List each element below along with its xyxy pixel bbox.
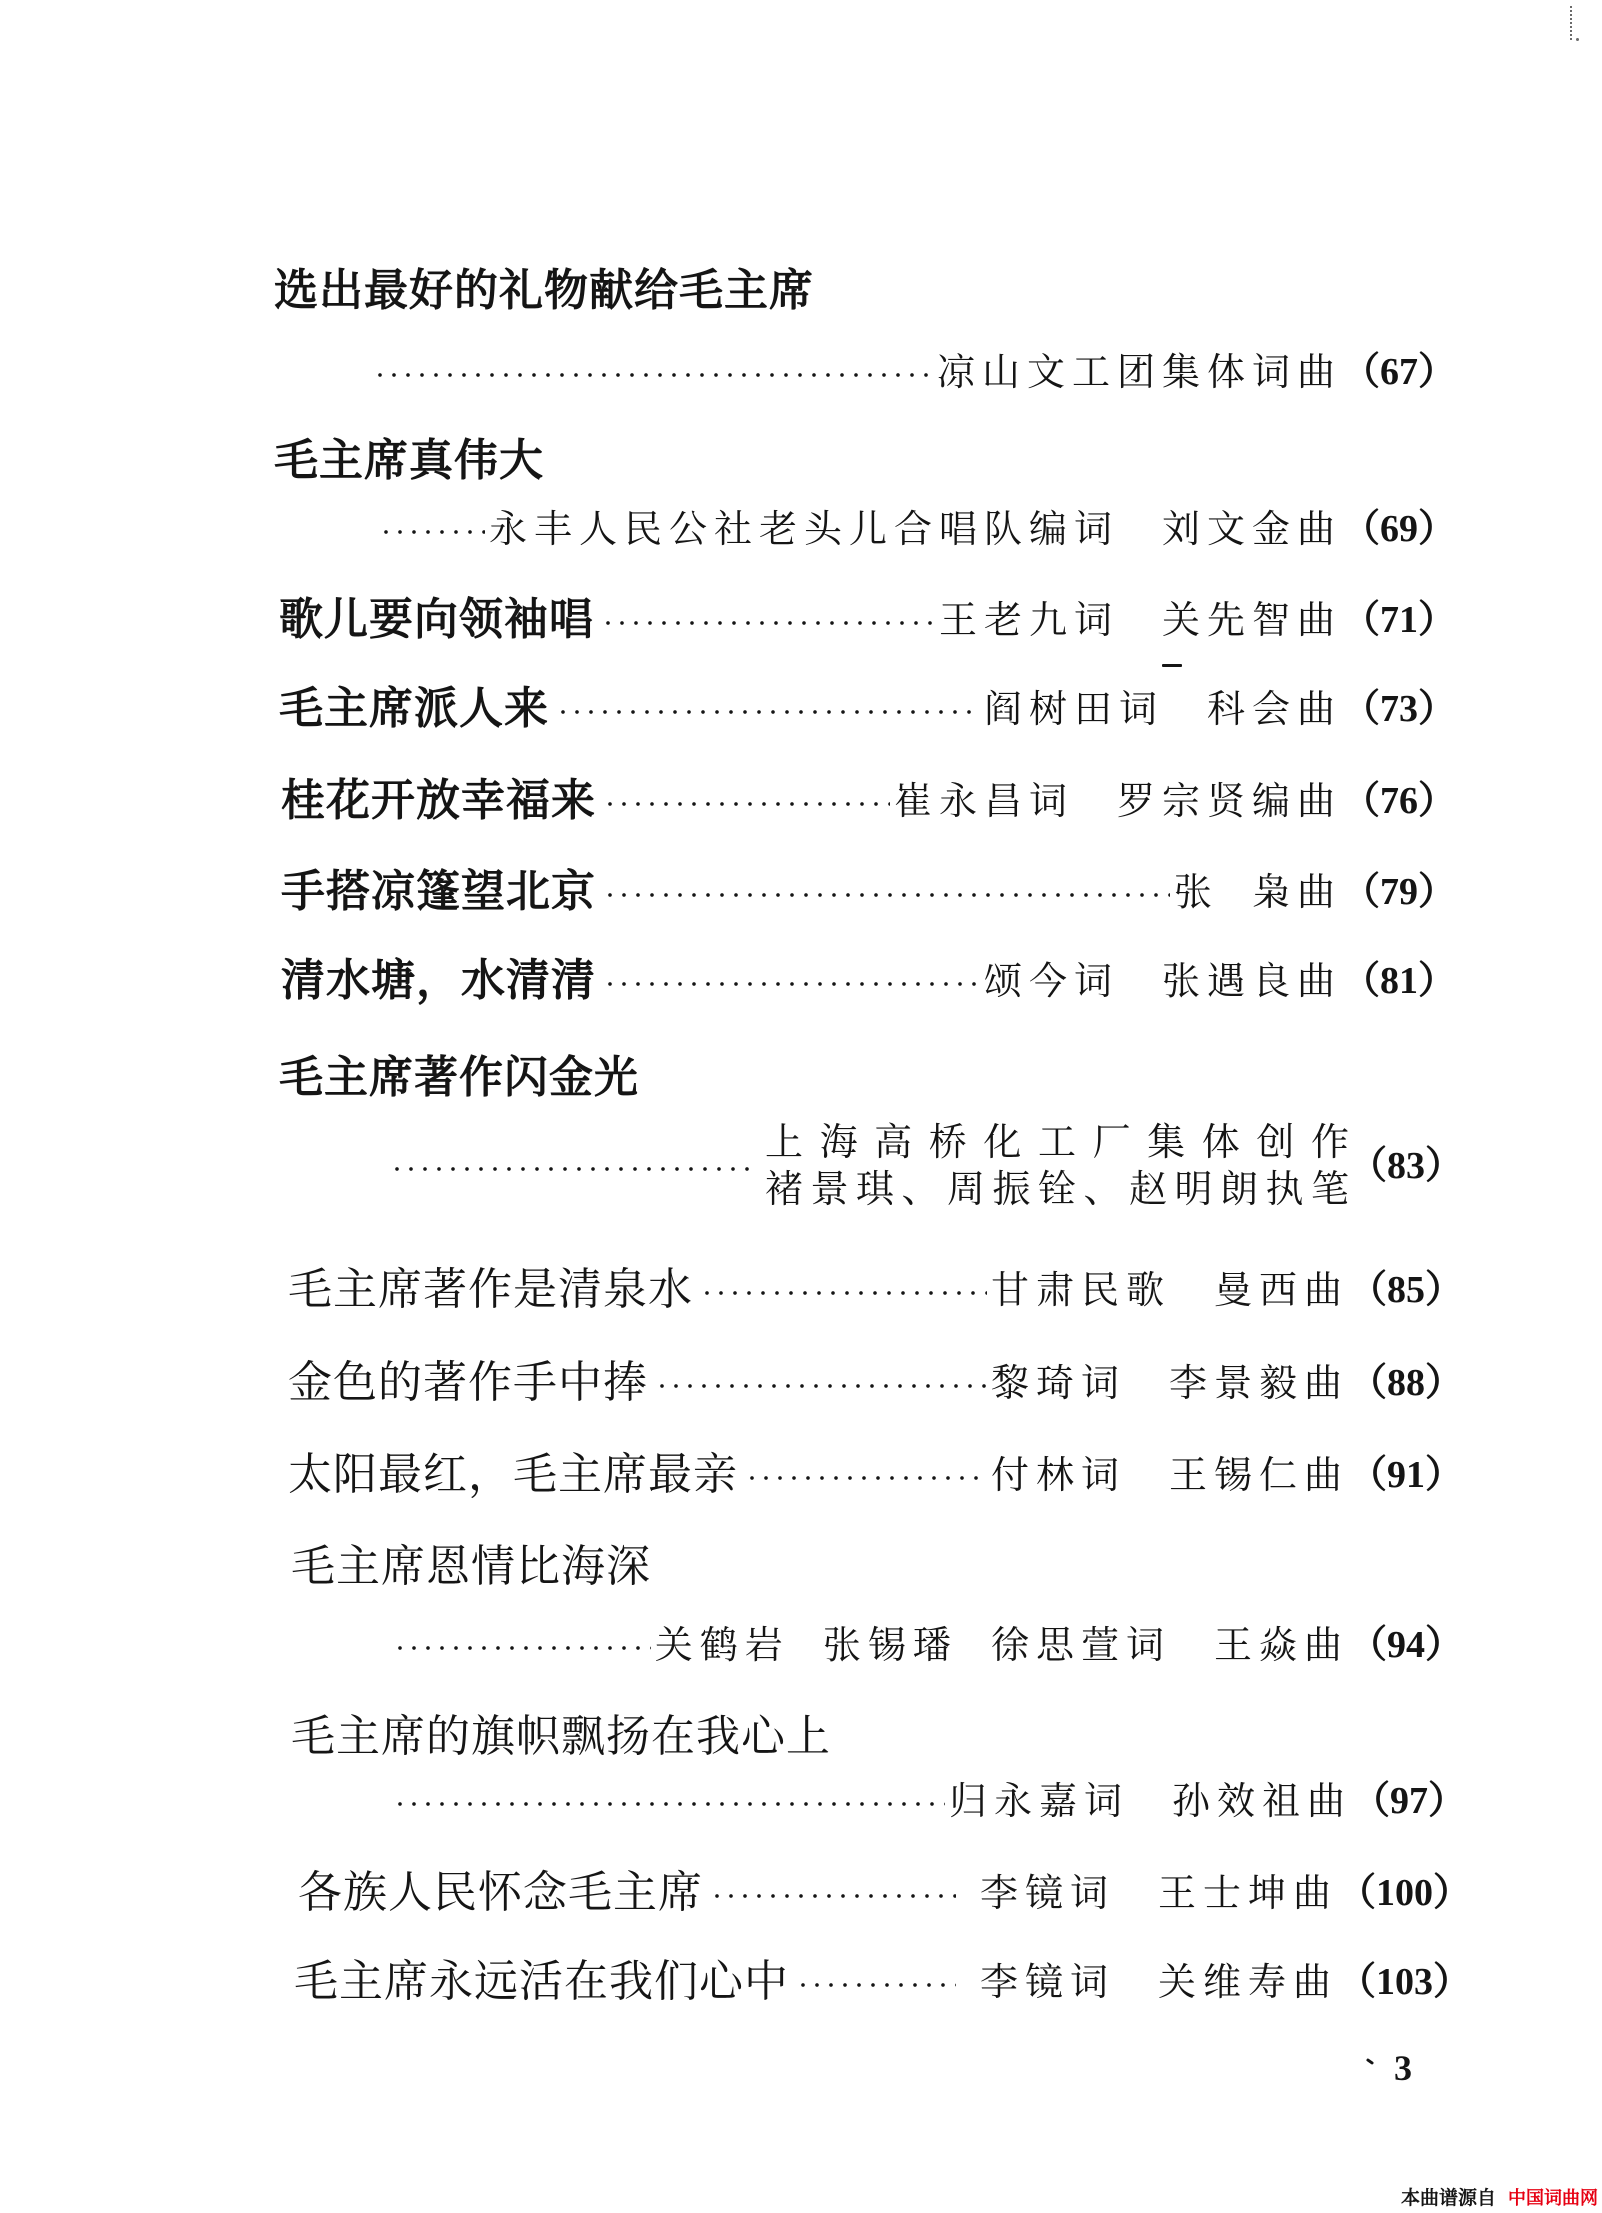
entry-credit: 黎琦词 bbox=[990, 1361, 1126, 1405]
entry-credit: 科会曲 bbox=[1206, 687, 1342, 731]
source-watermark bbox=[1401, 2187, 1598, 2210]
entry-credit: 阎树田词 bbox=[983, 687, 1164, 731]
entry-credit: 褚景琪、周振铨、赵明朗执笔 bbox=[764, 1167, 1349, 1211]
entry-credit: 上海高桥化工厂集体创作 bbox=[764, 1120, 1349, 1164]
entry-title: 毛主席恩情比海深 bbox=[291, 1541, 651, 1592]
entry-page-ref: （76） bbox=[1341, 780, 1456, 822]
entry-credit: 刘文金曲 bbox=[1161, 507, 1342, 551]
entry-page-ref: （97） bbox=[1351, 1780, 1466, 1822]
dot-leader bbox=[370, 344, 933, 400]
dot-leader bbox=[390, 1773, 945, 1829]
entry-title: 手搭凉篷望北京 bbox=[281, 866, 596, 917]
entry-page-ref: （91） bbox=[1348, 1454, 1463, 1496]
page-number: 3 bbox=[1394, 2048, 1412, 2088]
entry-credit: 王老九词 bbox=[938, 598, 1119, 642]
entry-page-ref: （94） bbox=[1348, 1624, 1463, 1666]
scan-artifact bbox=[1570, 6, 1572, 40]
entry-credit: 王锡仁曲 bbox=[1168, 1453, 1349, 1497]
entry-credit: 永丰人民公社老头儿合唱队编词 bbox=[488, 507, 1119, 551]
entry-page-ref: （88） bbox=[1348, 1362, 1463, 1404]
entry-page-ref: （79） bbox=[1341, 871, 1456, 913]
entry-credit: 关鹤岩 张锡璠 徐思萱词 bbox=[654, 1623, 1171, 1667]
toc-entry-line bbox=[366, 344, 1456, 400]
toc-entry-line bbox=[383, 1119, 1463, 1213]
dot-leader bbox=[387, 1119, 755, 1213]
dot-leader bbox=[598, 592, 935, 648]
entry-credit: 甘肃民歌 bbox=[990, 1268, 1171, 1312]
entry-page-ref: （85） bbox=[1348, 1269, 1463, 1311]
dot-leader bbox=[697, 1262, 987, 1318]
entry-credit: 孙效祖曲 bbox=[1171, 1779, 1352, 1823]
entry-page-ref: （69） bbox=[1341, 508, 1456, 550]
entry-title: 桂花开放幸福来 bbox=[281, 775, 596, 826]
toc-entry bbox=[279, 681, 1456, 737]
dot-leader bbox=[376, 501, 485, 557]
toc-entry-line bbox=[386, 1617, 1463, 1673]
dot-leader bbox=[390, 1617, 651, 1673]
dot-leader bbox=[742, 1447, 987, 1503]
toc-entry bbox=[288, 1355, 1463, 1411]
entry-title: 各族人民怀念毛主席 bbox=[298, 1867, 703, 1918]
entry-credit: 凉山文工团集体词曲 bbox=[936, 350, 1342, 394]
entry-credit: 王士坤曲 bbox=[1157, 1871, 1338, 1915]
toc-entry bbox=[294, 1954, 1471, 2010]
entry-credit: 归永嘉词 bbox=[948, 1779, 1129, 1823]
dot-leader bbox=[600, 953, 980, 1009]
entry-credit: 李景毅曲 bbox=[1168, 1361, 1349, 1405]
dot-leader bbox=[707, 1865, 956, 1921]
dot-leader bbox=[600, 773, 890, 829]
toc-entry bbox=[288, 1447, 1463, 1503]
entry-page-ref: （73） bbox=[1341, 688, 1456, 730]
entry-page-ref: （81） bbox=[1341, 960, 1456, 1002]
entry-title: 毛主席著作是清泉水 bbox=[288, 1264, 693, 1315]
toc-entry bbox=[281, 773, 1456, 829]
entry-credit: 颂今词 bbox=[983, 959, 1119, 1003]
entry-title: 太阳最红，毛主席最亲 bbox=[288, 1449, 738, 1500]
source-label: 本曲谱源自 bbox=[1400, 2187, 1496, 2209]
entry-credit: 崔永昌词 bbox=[893, 779, 1074, 823]
source-site-name: 中国词曲网 bbox=[1508, 2188, 1598, 2209]
entry-title: 毛主席永远活在我们心中 bbox=[294, 1956, 789, 2007]
toc-entry-line bbox=[386, 1773, 1466, 1829]
entry-page-ref: （71） bbox=[1341, 599, 1456, 641]
entry-credit: 李镜词 bbox=[979, 1960, 1115, 2004]
entry-credit: 张 枭曲 bbox=[1173, 870, 1342, 914]
entry-credit: 罗宗贤编曲 bbox=[1116, 779, 1342, 823]
entry-title: 毛主席派人来 bbox=[279, 683, 549, 734]
dot-leader bbox=[793, 1954, 956, 2010]
entry-credit: 张遇良曲 bbox=[1161, 959, 1342, 1003]
toc-entry bbox=[288, 1262, 1463, 1318]
toc-entry bbox=[298, 1865, 1471, 1921]
entry-title: 毛主席著作闪金光 bbox=[279, 1052, 639, 1103]
toc-entry-line bbox=[372, 501, 1456, 557]
entry-credit-block bbox=[765, 1119, 1349, 1213]
scan-artifact bbox=[1162, 664, 1182, 667]
entry-title: 毛主席真伟大 bbox=[274, 435, 544, 486]
entry-title: 清水塘，水清清 bbox=[281, 955, 596, 1006]
entry-page-ref: （67） bbox=[1341, 351, 1456, 393]
entry-title: 毛主席的旗帜飘扬在我心上 bbox=[291, 1711, 831, 1762]
entry-title: 金色的著作手中捧 bbox=[288, 1357, 648, 1408]
entry-credit: 关先智曲 bbox=[1161, 598, 1342, 642]
entry-credit: 付林词 bbox=[990, 1453, 1126, 1497]
entry-credit: 曼西曲 bbox=[1213, 1268, 1349, 1312]
entry-page-ref: （100） bbox=[1337, 1872, 1471, 1914]
toc-entry bbox=[281, 953, 1456, 1009]
entry-credit: 李镜词 bbox=[979, 1871, 1115, 1915]
entry-page-ref: （83） bbox=[1348, 1145, 1463, 1187]
toc-entry bbox=[281, 864, 1456, 920]
toc-entry bbox=[279, 592, 1456, 648]
dot-leader bbox=[652, 1355, 987, 1411]
entry-title: 选出最好的礼物献给毛主席 bbox=[274, 265, 814, 316]
entry-credit: 王焱曲 bbox=[1213, 1623, 1349, 1667]
dot-leader bbox=[600, 864, 1170, 920]
scan-artifact bbox=[1366, 2058, 1374, 2065]
entry-title: 歌儿要向领袖唱 bbox=[279, 594, 594, 645]
entry-credit: 关维寿曲 bbox=[1157, 1960, 1338, 2004]
scan-artifact bbox=[1576, 38, 1579, 41]
entry-page-ref: （103） bbox=[1337, 1961, 1471, 2003]
dot-leader bbox=[553, 681, 980, 737]
